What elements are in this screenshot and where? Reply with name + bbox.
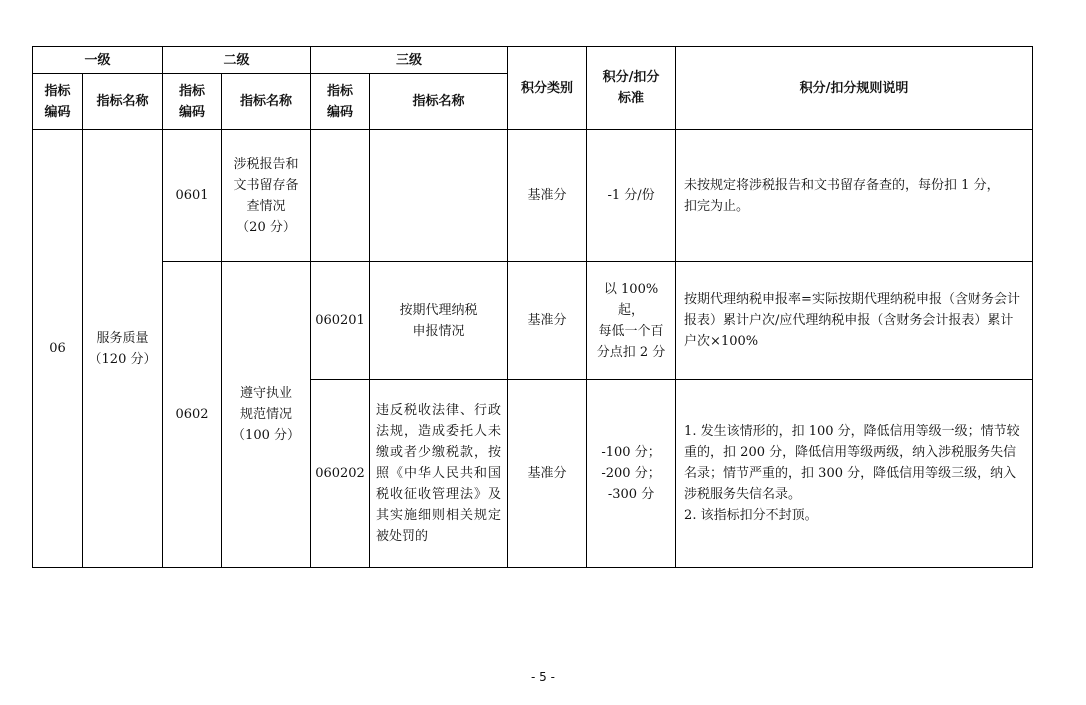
level3-code: 060202 (311, 380, 370, 568)
level3-name (370, 130, 508, 262)
header-l2-name: 指标名称 (222, 74, 311, 130)
header-score-type: 积分类别 (508, 47, 587, 130)
level2-name: 遵守执业 规范情况 （100 分） (222, 262, 311, 568)
score-standard: -100 分； -200 分； -300 分 (587, 380, 676, 568)
score-standard: 以 100%起， 每低一个百 分点扣 2 分 (587, 262, 676, 380)
score-type: 基准分 (508, 262, 587, 380)
rule-desc: 按期代理纳税申报率=实际按期代理纳税申报（含财务会计报表）累计户次/应代理纳税申报（含财务会计报表）累计户次×100% (676, 262, 1033, 380)
level3-name: 按期代理纳税 申报情况 (370, 262, 508, 380)
header-rule-desc: 积分/扣分规则说明 (676, 47, 1033, 130)
header-l1-code: 指标 编码 (33, 74, 83, 130)
header-l3-code: 指标 编码 (311, 74, 370, 130)
level1-name: 服务质量 （120 分） (83, 130, 163, 568)
header-l3-name: 指标名称 (370, 74, 508, 130)
rule-desc: 1. 发生该情形的，扣 100 分，降低信用等级一级；情节较重的，扣 200 分，降低信用等级两级，纳入涉税服务失信名录；情节严重的，扣 300 分，降低信用等级三级，纳入涉税服务失信名录。 2. 该指标扣分不封顶。 (676, 380, 1033, 568)
header-level1: 一级 (33, 47, 163, 74)
header-score-standard: 积分/扣分 标准 (587, 47, 676, 130)
header-level3: 三级 (311, 47, 508, 74)
level3-name: 违反税收法律、行政法规，造成委托人未缴或者少缴税款，按照《中华人民共和国税收征收管理法》及其实施细则相关规定被处罚的 (370, 380, 508, 568)
score-type: 基准分 (508, 130, 587, 262)
level2-code: 0602 (163, 262, 222, 568)
score-type: 基准分 (508, 380, 587, 568)
score-standard: -1 分/份 (587, 130, 676, 262)
level2-code: 0601 (163, 130, 222, 262)
level3-code: 060201 (311, 262, 370, 380)
table-row (33, 262, 1033, 380)
level2-name: 涉税报告和 文书留存备 查情况 （20 分） (222, 130, 311, 262)
level3-code (311, 130, 370, 262)
score-table (32, 46, 1033, 568)
header-level2: 二级 (163, 47, 311, 74)
header-l1-name: 指标名称 (83, 74, 163, 130)
header-l2-code: 指标 编码 (163, 74, 222, 130)
page-number: - 5 - (531, 670, 555, 684)
level1-code: 06 (33, 130, 83, 568)
table-row (33, 130, 1033, 262)
rule-desc: 未按规定将涉税报告和文书留存备查的，每份扣 1 分， 扣完为止。 (676, 130, 1033, 262)
